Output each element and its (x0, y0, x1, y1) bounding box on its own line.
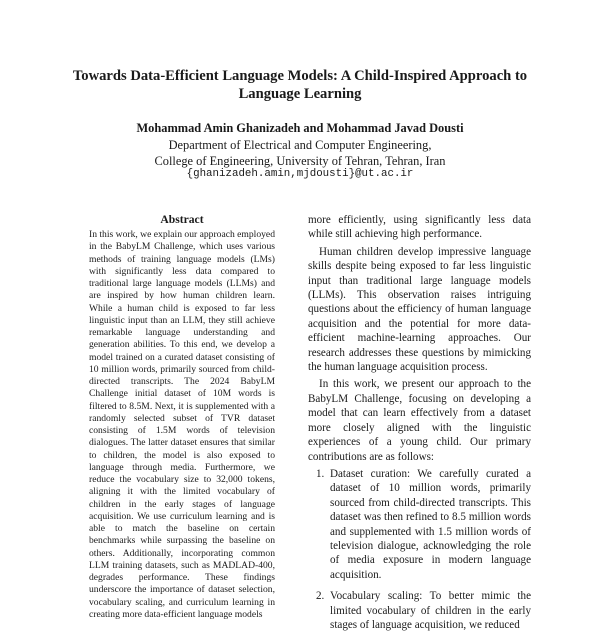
contribution-text: Dataset curation: We carefully curated a dataset of 10 million words, primarily sourced from child-directed transcripts. This dataset was then refined to 8.5 million words and supplemented with 1.5 million words of television dialogue, acknowledging the role of media exposure in modern language acquisition. (330, 467, 531, 581)
paper-title: Towards Data-Efficient Language Models: A Child-Inspired Approach to Language Learning (72, 68, 528, 102)
right-column (308, 213, 531, 631)
contributions-list (308, 467, 531, 632)
affiliation-department: Department of Electrical and Computer Engineering, (168, 138, 432, 152)
contribution-number: 2. (316, 590, 325, 603)
author-email: {ghanizadeh.amin,mjdousti}@ut.ac.ir (186, 168, 414, 180)
body-paragraph: In this work, we present our approach to the BabyLM Challenge, focusing on developing a model that can learn effectively from a dataset more closely aligned with the linguistic experiences of a young child. Our primary contributions are as follows: (308, 378, 531, 463)
contribution-item (308, 467, 531, 582)
abstract-text: In this work, we explain our approach employed in the BabyLM Challenge, which uses various methods of training language models (LMs) with significantly less data compared to traditional large language models (LLMs) and are inspired by how human children learn. While a human child is exposed to far less linguistic input than an LLM, they still achieve remarkable language understanding and generation abilities. To this end, we develop a model trained on a curated dataset consisting of 10 million words, primarily sourced from child-directed transcripts. The 2024 BabyLM Challenge initial dataset of 10M words is filtered to 8.5M. Next, it is supplemented with a randomly selected subset of TVR dataset consisting of 1.5M words of television dialogues. The latter dataset ensures that similar to children, the model is also exposed to language through media. Furthermore, we reduce the vocabulary size to 32,000 tokens, aligning it with the limited vocabulary of children in the early stages of language acquisition. We use curriculum learning and is able to match the baseline on certain benchmarks while surpassing the baseline on others. Additionally, incorporating common LLM training datasets, such as MADLAD-400, degrades performance. These findings underscore the importance of dataset selection, vocabulary scaling, and curriculum learning in creating more data-efficient language models (89, 229, 275, 620)
affiliation-university: College of Engineering, University of Tehran, Tehran, Iran (154, 154, 446, 168)
contribution-number: 1. (316, 467, 325, 480)
abstract-heading: Abstract (160, 213, 204, 226)
contribution-item (308, 589, 531, 632)
body-paragraph: more efficiently, using significantly less data while still achieving high performance. (308, 214, 531, 241)
author-names: Mohammad Amin Ghanizadeh and Mohammad Javad Dousti (136, 121, 464, 135)
contribution-text: Vocabulary scaling: To better mimic the limited vocabulary of children in the early stages of language acquisition, we reduced (330, 590, 531, 631)
body-paragraph: Human children develop impressive language skills despite being exposed to far less linguistic input than traditional large language models (LLMs). This observation raises intriguing questions about the efficiency of human language acquisition and the potential for more data-efficient machine-learning approaches. Our research addresses these questions by mimicking the human language acquisition process. (308, 245, 531, 374)
affiliation (50, 137, 550, 169)
